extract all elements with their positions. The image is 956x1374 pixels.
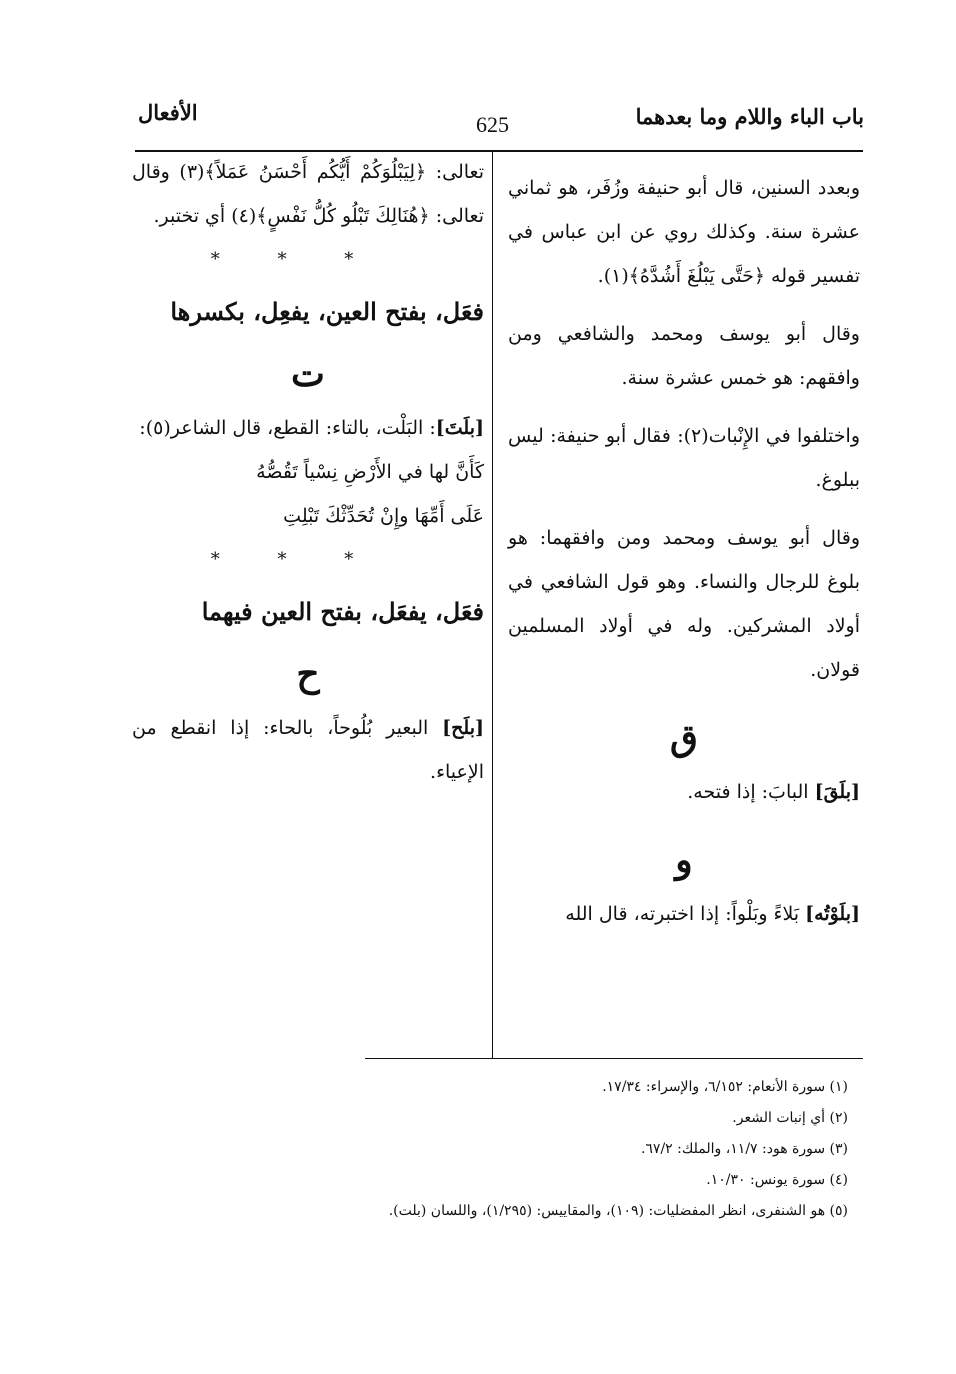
column-divider xyxy=(492,152,493,1058)
verb-pattern-heading: فعَل، يفعَل، بفتح العين فيهما xyxy=(201,597,484,626)
entry-text: : البَلْت، بالتاء: القطع، قال الشاعر(٥): xyxy=(139,417,436,439)
left-column xyxy=(132,150,484,794)
page-number: 625 xyxy=(476,112,509,137)
footnote: (٥) هو الشنفرى، انظر المفضليات: (١٠٩)، والمقاييس: (١/٢٩٥)، واللسان (بلت). xyxy=(388,1203,848,1219)
poem-verse-second: عَلَى أَمِّهَا وإِنْ تُحَدِّثْكَ تَبْلِتِ xyxy=(283,505,484,527)
section-title: الأفعال xyxy=(138,100,198,125)
letter-heading-ha: ح xyxy=(296,653,320,695)
footnote-rule xyxy=(365,1058,863,1059)
section-separator: * * * xyxy=(210,549,380,570)
footnote: (٢) أي إنبات الشعر. xyxy=(732,1110,848,1126)
footnote: (٤) سورة يونس: ١٠/٣٠. xyxy=(706,1172,848,1188)
paragraph: واختلفوا في الإِنْبات(٢): فقال أبو حنيفة: ليس ببلوغ. xyxy=(508,425,860,491)
entry-balawtuhu xyxy=(508,892,860,936)
letter-heading-waw: و xyxy=(675,839,693,881)
chapter-title: باب الباء واللام وما بعدهما xyxy=(635,104,864,129)
paragraph: وبعدد السنين، قال أبو حنيفة وزُفَر، هو ثماني عشرة سنة. وكذلك روي عن ابن عباس في تفسير قوله ﴿حَتَّى يَبْلُغَ أَشُدَّهُ﴾(١). xyxy=(508,177,860,287)
letter-heading-qaf: ق xyxy=(670,717,698,759)
entry-headword: [بلَوْتُه] xyxy=(805,903,860,925)
footnote: (١) سورة الأنعام: ٦/١٥٢، والإسراء: ١٧/٣٤. xyxy=(602,1079,848,1095)
entry-text: البعير بُلُوحاً، بالحاء: إذا انقطع من الإعياء. xyxy=(132,717,484,783)
entry-balat xyxy=(132,406,484,450)
entry-balah xyxy=(132,706,484,794)
right-column xyxy=(508,166,860,936)
paragraph: تعالى: ﴿لِيَبْلُوَكُمْ أَيُّكُم أَحْسَنُ عَمَلاً﴾(٣) وقال تعالى: ﴿هُنَالِكَ تَبْلُو كُلُّ نَفْسٍ﴾(٤) أي تختبر. xyxy=(132,161,484,227)
entry-text: بَلاءً وبَلْواً: إذا اختبرته، قال الله xyxy=(565,903,800,925)
entry-headword: [بلَح] xyxy=(442,717,484,739)
letter-heading-ta: ت xyxy=(291,353,325,395)
footnote: (٣) سورة هود: ١١/٧، والملك: ٦٧/٢. xyxy=(640,1141,848,1157)
paragraph: وقال أبو يوسف ومحمد ومن وافقهما: هو بلوغ للرجال والنساء. وهو قول الشافعي في أولاد المشركين. وله في أولاد المسلمين قولان. xyxy=(508,527,860,681)
entry-balaq xyxy=(508,770,860,814)
entry-headword: [بلَقَ] xyxy=(814,781,860,803)
poem-verse-first: كَأَنَّ لها في الأَرْضِ نِسْياً تَقُصُّهُ xyxy=(256,461,484,483)
verb-pattern-heading: فعَل، بفتح العين، يفعِل، بكسرها xyxy=(170,297,484,326)
entry-text: البابَ: إذا فتحه. xyxy=(687,781,809,803)
paragraph: وقال أبو يوسف ومحمد والشافعي ومن وافقهم: هو خمس عشرة سنة. xyxy=(508,323,860,389)
section-separator: * * * xyxy=(210,249,380,270)
footnotes xyxy=(148,1072,848,1227)
entry-headword: [بلَتَ] xyxy=(435,417,484,439)
